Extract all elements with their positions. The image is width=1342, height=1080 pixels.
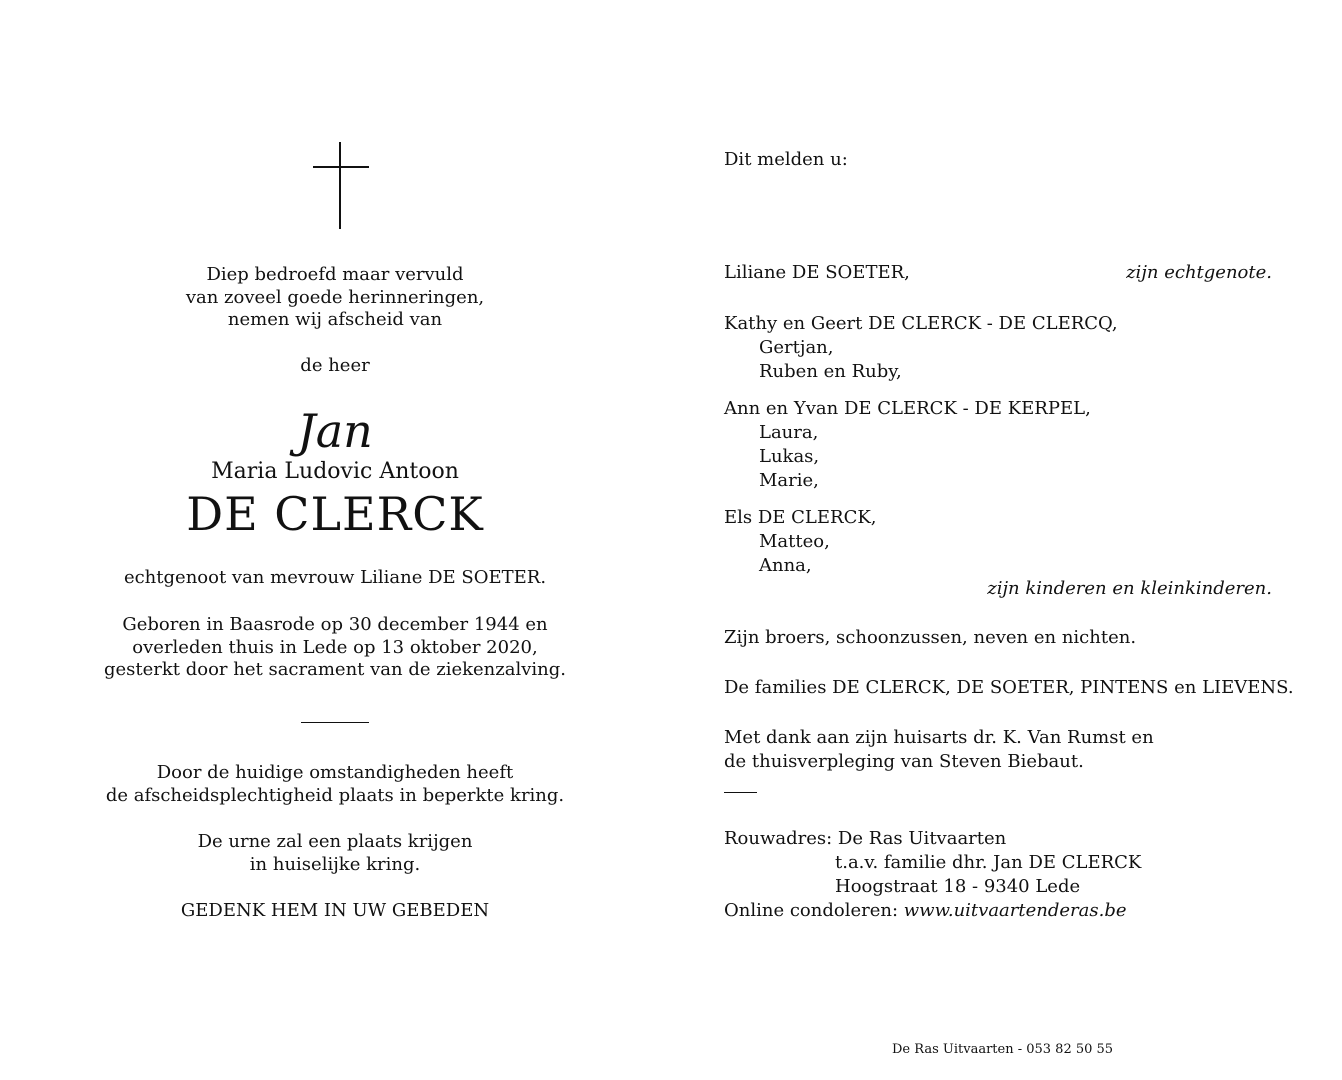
urn-line: in huiselijke kring. [249, 853, 421, 875]
grandchild-name: Matteo, [759, 531, 830, 552]
child-name: Ann en Yvan DE CLERCK - DE KERPEL, [724, 398, 1091, 419]
cross-horizontal [313, 166, 369, 168]
birth-death-text [0, 614, 670, 682]
children-role: zijn kinderen en kleinkinderen. [987, 578, 1272, 599]
first-name: Jan [297, 404, 373, 458]
spouse-name: Liliane DE SOETER, [724, 262, 910, 283]
ceremony-text [0, 762, 670, 807]
ceremony-line: de afscheidsplechtigheid plaats in beperkte kring. [105, 784, 565, 806]
birth-line: gesterkt door het sacrament van de ziekenzalving. [103, 659, 567, 680]
prayer-line: GEDENK HEM IN UW GEBEDEN [180, 900, 490, 921]
address-label: Rouwadres: De Ras Uitvaarten [724, 828, 1007, 849]
address-line: Hoogstraat 18 - 9340 Lede [835, 876, 1081, 897]
birth-line: Geboren in Baasrode op 30 december 1944 en [122, 614, 548, 635]
honorific: de heer [300, 355, 370, 376]
online-url-link[interactable]: www.uitvaartenderas.be [903, 900, 1127, 921]
spouse-role: zijn echtgenote. [1126, 262, 1272, 283]
footer-contact: De Ras Uitvaarten - 053 82 50 55 [892, 1042, 1114, 1057]
siblings-line: Zijn broers, schoonzussen, neven en nichten. [724, 627, 1137, 648]
address-line: t.a.v. familie dhr. Jan DE CLERCK [835, 852, 1142, 873]
child-name: Kathy en Geert DE CLERCK - DE CLERCQ, [724, 313, 1118, 334]
thanks-line: Met dank aan zijn huisarts dr. K. Van Rumst en [724, 727, 1154, 748]
cross-vertical [339, 142, 341, 229]
online-label: Online condoleren: [724, 900, 899, 921]
urn-line: De urne zal een plaats krijgen [197, 831, 473, 852]
intro-line: Diep bedroefd maar vervuld [206, 264, 464, 285]
intro-line: van zoveel goede herinneringen, [185, 286, 485, 308]
intro-line: nemen wij afscheid van [227, 309, 443, 330]
spouse-line: echtgenoot van mevrouw Liliane DE SOETER. [123, 567, 547, 588]
middle-names: Maria Ludovic Antoon [211, 459, 459, 484]
grandchild-name: Marie, [759, 470, 819, 491]
thanks-line: de thuisverpleging van Steven Biebaut. [724, 751, 1084, 772]
divider [301, 722, 369, 723]
families-line: De families DE CLERCK, DE SOETER, PINTENS en LIEVENS. [724, 677, 1294, 698]
urn-text [0, 831, 670, 876]
child-name: Els DE CLERCK, [724, 507, 877, 528]
ceremony-line: Door de huidige omstandigheden heeft [156, 762, 514, 783]
online-condolence [724, 900, 1127, 922]
grandchild-name: Gertjan, [759, 337, 834, 358]
intro-text [0, 264, 670, 332]
grandchild-name: Ruben en Ruby, [759, 361, 902, 382]
surname: DE CLERCK [186, 487, 484, 541]
grandchild-name: Laura, [759, 422, 819, 443]
announcement-heading: Dit melden u: [724, 149, 848, 170]
grandchild-name: Anna, [759, 555, 812, 576]
birth-line: overleden thuis in Lede op 13 oktober 2020, [132, 636, 538, 658]
divider-short [724, 792, 757, 793]
grandchild-name: Lukas, [759, 446, 820, 467]
